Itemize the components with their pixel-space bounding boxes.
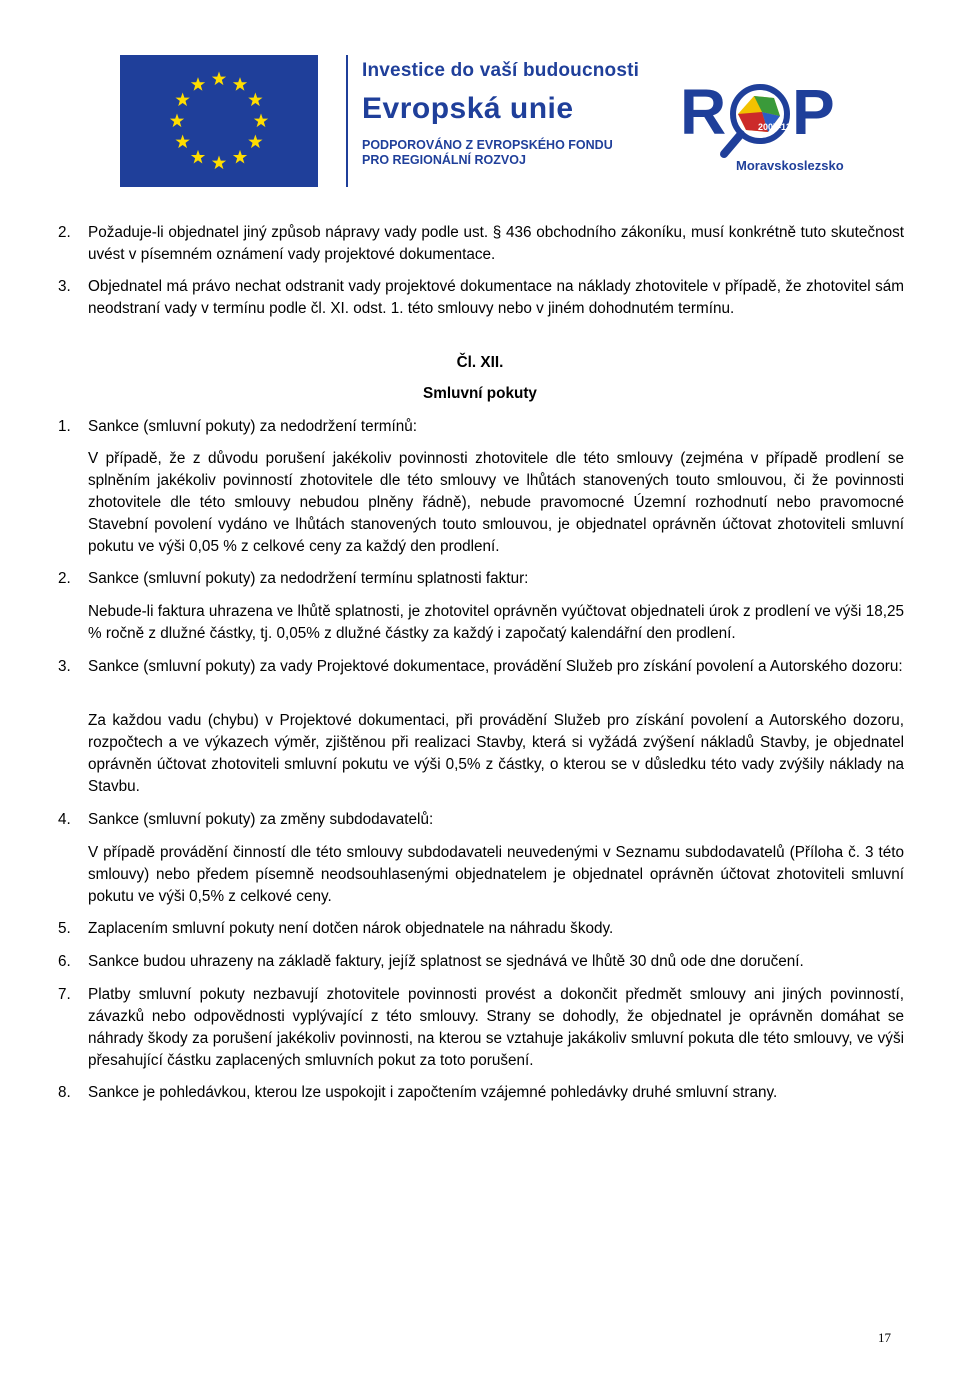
rop-magnifier-handle: [724, 134, 741, 154]
page-number: 17: [878, 1330, 891, 1345]
rop-letter-r: R: [680, 76, 727, 148]
rop-letter-p: P: [792, 76, 835, 148]
eu-fund-line-2: PRO REGIONÁLNÍ ROZVOJ: [362, 153, 526, 167]
logo-divider: [346, 55, 348, 187]
intro-1-number: 2.: [58, 224, 71, 241]
item-8-number: 8.: [58, 1084, 71, 1101]
item-1-heading: Sankce (smluvní pokuty) za nedodržení termínů:: [88, 418, 418, 435]
rop-years: 2007-13: [758, 122, 792, 132]
item-3-heading: Sankce (smluvní pokuty) za vady Projektové dokumentace, provádění Služeb pro získání povolení a Autorského dozoru:: [88, 658, 903, 675]
rop-region-name: Moravskoslezsko: [736, 158, 844, 173]
item-4-number: 4.: [58, 811, 71, 828]
item-2-heading: Sankce (smluvní pokuty) za nedodržení termínu splatnosti faktur:: [88, 570, 529, 587]
article-title: Smluvní pokuty: [423, 385, 537, 402]
eu-fund-text: [362, 138, 642, 168]
eu-title: Evropská unie: [362, 92, 574, 125]
item-1-number: 1.: [58, 418, 71, 435]
item-2-body: Nebude-li faktura uhrazena ve lhůtě splatnosti, je zhotovitel oprávněn vyúčtovat objednateli úrok z prodlení ve výši 18,25 % ročně z dlužné částky, tj. 0,05% z dlužné částky za každý i započatý kalendářní den prodlení.: [88, 603, 904, 642]
item-3-number: 3.: [58, 658, 71, 675]
intro-2-text: Objednatel má právo nechat odstranit vady projektové dokumentace na náklady zhotovitele v případě, že zhotovitel sám neodstraní vady v termínu podle čl. XI. odst. 1. této smlouvy nebo v jiném dohodnutém termínu.: [88, 278, 904, 317]
item-4-heading: Sankce (smluvní pokuty) za změny subdodavatelů:: [88, 811, 434, 828]
item-1-body: V případě, že z důvodu porušení jakékoliv povinnosti zhotovitele dle této smlouvy (zejména v případě prodlení se splněním jakékoliv povinností zhotovitele dle této smlouvy ve lhůtách stanovených touto smlouvou, či že povinnosti zhotovitele dle této smlouvy nebudou plněny řádně), nebude pravomocné Územní rozhodnutí nebo pravomocné Stavební povolení vydáno ve lhůtách stanovených touto smlouvou, je objednatel oprávněn účtovat zhotoviteli smluvní pokutu ve výši 0,05 % z celkové ceny za každý den prodlení.: [88, 450, 904, 555]
item-8-text: Sankce je pohledávkou, kterou lze uspokojit i započtením vzájemné pohledávky druhé smluvní strany.: [88, 1084, 778, 1101]
eu-fund-line-1: PODPOROVÁNO Z EVROPSKÉHO FONDU: [362, 138, 613, 152]
intro-1-text: Požaduje-li objednatel jiný způsob nápravy vady podle ust. § 436 obchodního zákoníku, musí konkrétně tuto skutečnost uvést v písemném oznámení vady projektové dokumentace.: [88, 224, 904, 263]
item-6-number: 6.: [58, 953, 71, 970]
item-7-number: 7.: [58, 986, 71, 1003]
eu-slogan: Investice do vaší budoucnosti: [362, 60, 640, 81]
item-5-number: 5.: [58, 920, 71, 937]
item-7-text: Platby smluvní pokuty nezbavují zhotovitele povinnosti provést a dokončit předmět smlouvy ani jiných povinností, závazků nebo odpovědnosti vyplývající z této smlouvy. Strany se dohodly, že objednatel je oprávněn domáhat se náhrady škody za porušení jakékoliv povinnosti, na kterou se vztahuje jakákoliv smluvní pokuta dle této smlouvy, ve výši přesahující částku zaplacených smluvních pokut za toto porušení.: [88, 986, 904, 1069]
item-2-number: 2.: [58, 570, 71, 587]
intro-2-number: 3.: [58, 278, 71, 295]
eu-flag-logo: [120, 55, 318, 187]
item-5-text: Zaplacením smluvní pokuty není dotčen nárok objednatele na náhradu škody.: [88, 920, 614, 937]
eu-text-block: [362, 60, 642, 168]
article-number: Čl. XII.: [456, 354, 504, 371]
item-3-body: Za každou vadu (chybu) v Projektové dokumentaci, při provádění Služeb pro získání povolení a Autorského dozoru, rozpočtech a ve výkazech výměr, zjištěnou při realizaci Stavby, která si vyžádá zvýšení nákladů Stavby, je objednatel oprávněn účtovat zhotoviteli smluvní pokutu ve výši 0,5% z částky, o kterou se v důsledku této vady zvýšily náklady na Stavbu.: [88, 712, 904, 795]
item-4-body: V případě provádění činností dle této smlouvy subdodavateli neuvedenými v Seznamu subdodavatelů (Příloha č. 3 této smlouvy) nebo předem písemně neodsouhlasenými objednatelem je objednatel oprávněn účtovat zhotoviteli smluvní pokutu ve výši 0,5% z celkové ceny.: [88, 844, 904, 905]
item-6-text: Sankce budou uhrazeny na základě faktury, jejíž splatnost se sjednává ve lhůtě 30 dnů ode dne doručení.: [88, 953, 804, 970]
rop-logo: [676, 72, 846, 184]
